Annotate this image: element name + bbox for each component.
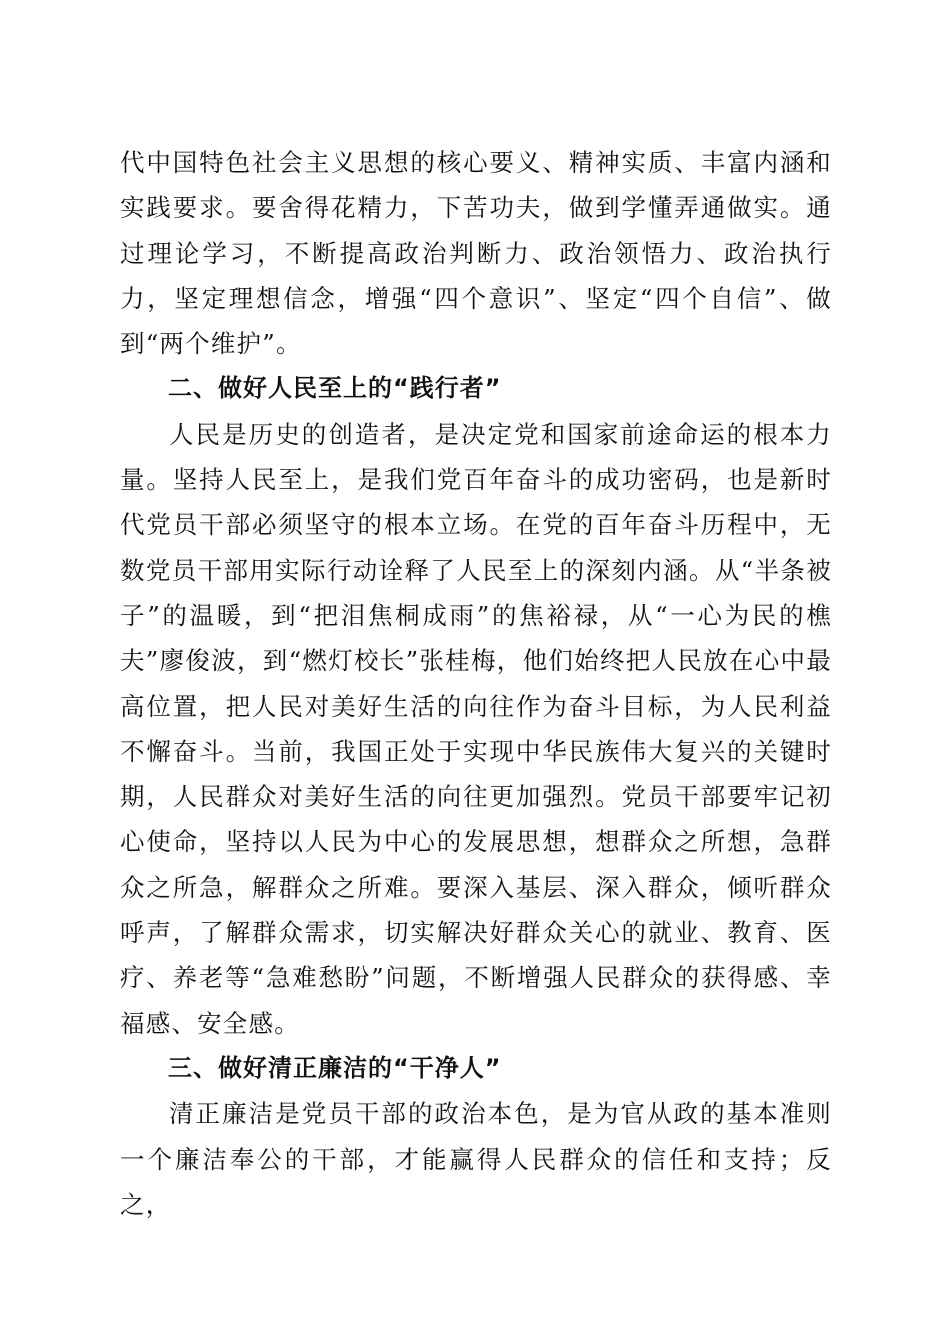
paragraph-section-2: 人民是历史的创造者，是决定党和国家前途命运的根本力量。坚持人民至上，是我们党百年奋斗的成功密码，也是新时代党员干部必须坚守的根本立场。在党的百年奋斗历程中，无数党员干部用实际行动诠释了人民至上的深刻内涵。从“半条被子”的温暖，到“把泪焦桐成雨”的焦裕禄，从“一心为民的樵夫”廖俊波，到“燃灯校长”张桂梅，他们始终把人民放在心中最高位置，把人民对美好生活的向往作为奋斗目标，为人民利益不懈奋斗。当前，我国正处于实现中华民族伟大复兴的关键时期，人民群众对美好生活的向往更加强烈。党员干部要牢记初心使命，坚持以人民为中心的发展思想，想群众之所想，急群众之所急，解群众之所难。要深入基层、深入群众，倾听群众呼声，了解群众需求，切实解决好群众关心的就业、教育、医疗、养老等“急难愁盼”问题，不断增强人民群众的获得感、幸福感、安全感。 (120, 419, 832, 1038)
section-heading-2: 二、做好人民至上的“践行者” (168, 374, 502, 403)
paragraph-section-3: 清正廉洁是党员干部的政治本色，是为官从政的基本准则一个廉洁奉公的干部，才能赢得人民群众的信任和支持；反之， (120, 1099, 832, 1219)
section-heading-3: 三、做好清正廉洁的“干净人” (168, 1053, 502, 1082)
paragraph-continued: 代中国特色社会主义思想的核心要义、精神实质、丰富内涵和实践要求。要舍得花精力，下苦功夫，做到学懂弄通做实。通过理论学习，不断提高政治判断力、政治领悟力、政治执行力，坚定理想信念，增强“四个意识”、坚定“四个自信”、做到“两个维护”。 (120, 148, 832, 359)
document-body (120, 140, 832, 1227)
